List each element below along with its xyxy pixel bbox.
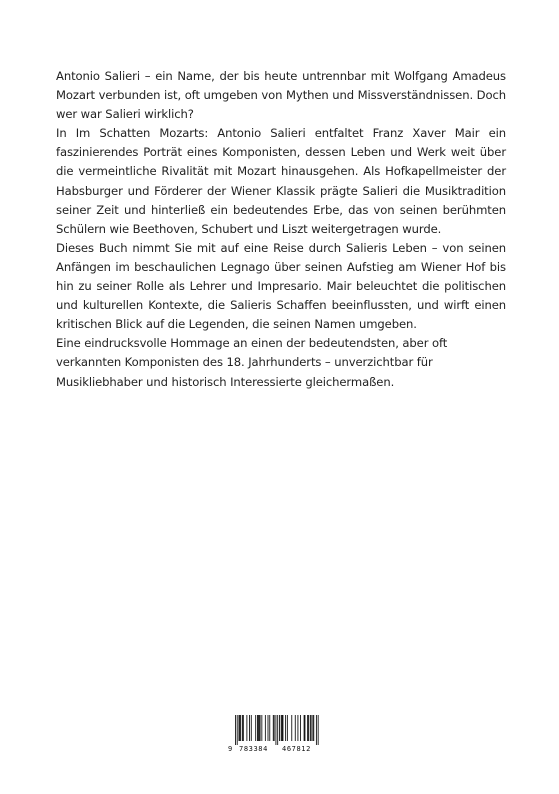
barcode-bar <box>274 715 275 741</box>
barcode-guard-bar <box>318 715 319 745</box>
barcode-bar <box>255 715 256 741</box>
barcode-bar <box>300 715 301 741</box>
barcode-bar <box>246 715 247 741</box>
barcode-bar <box>243 715 244 741</box>
barcode-bar <box>282 715 283 741</box>
blurb-paragraph: Antonio Salieri – ein Name, der bis heute untrennbar mit Wolfgang Amadeus Mozart verbunden ist, oft umgeben von Mythen und Missverständnissen. Doch wer war Salieri wirklich? <box>56 69 506 122</box>
barcode-bar <box>307 715 308 741</box>
barcode-bar <box>257 715 258 741</box>
barcode-bars <box>225 715 325 745</box>
barcode-bar <box>287 715 288 741</box>
barcode-bar <box>258 715 259 741</box>
barcode-bar <box>285 715 286 741</box>
barcode-bar <box>273 715 274 741</box>
barcode-bar <box>239 715 240 741</box>
barcode-bar <box>291 715 292 741</box>
barcode-bar <box>242 715 243 741</box>
barcode-guard-bar <box>316 715 317 745</box>
barcode-bar <box>260 715 261 741</box>
barcode-bar <box>297 715 298 741</box>
barcode-bar <box>305 715 306 741</box>
barcode-bar <box>251 715 252 741</box>
barcode-bar <box>269 715 270 741</box>
barcode-bar <box>304 715 305 741</box>
isbn-digits <box>225 745 325 757</box>
barcode-bar <box>279 715 280 741</box>
barcode-guard-bar <box>275 715 276 745</box>
barcode-bar <box>281 715 282 741</box>
barcode-bar <box>259 715 260 741</box>
blurb-paragraph: Eine eindrucksvolle Hommage an einen der bedeutendsten, aber oft verkannten Komponisten des 18. Jahrhunderts – unverzichtbar für Musikliebhaber und historisch Interessierte gleichermaßen. <box>56 336 448 389</box>
barcode-guard-bar <box>235 715 236 745</box>
barcode-guard-bar <box>277 715 278 745</box>
isbn-barcode <box>225 715 325 762</box>
barcode-bar <box>261 715 262 741</box>
isbn-digits-left: 783384 <box>239 745 268 753</box>
barcode-bar <box>240 715 241 741</box>
barcode-bar <box>310 715 311 741</box>
barcode-bar <box>239 715 240 741</box>
isbn-digits-right: 467812 <box>282 745 311 753</box>
barcode-bar <box>268 715 269 741</box>
barcode-bar <box>295 715 296 741</box>
barcode-guard-bar <box>237 715 238 745</box>
barcode-bar <box>313 715 314 741</box>
barcode-bar <box>265 715 266 741</box>
back-cover-blurb <box>56 67 506 392</box>
blurb-paragraph: In Im Schatten Mozarts: Antonio Salieri entfaltet Franz Xaver Mair ein faszinierendes Porträt eines Komponisten, dessen Leben und Werk weit über die vermeintliche Rivalität mit Mozart hinausgehen. Als Hofkapellmeister der Habsburger und Förderer der Wiener Klassik prägte Salieri die Musiktradition seiner Zeit und hinterließ ein bedeutendes Erbe, das von seinen berühmten Schülern wie Beethoven, Schubert und Liszt weitergetragen wurde. <box>56 126 506 236</box>
barcode-bar <box>312 715 313 741</box>
barcode-bar <box>283 715 284 741</box>
barcode-bar <box>249 715 250 741</box>
barcode-bar <box>311 715 312 741</box>
barcode-bar <box>308 715 309 741</box>
isbn-digit-first: 9 <box>228 745 233 753</box>
blurb-paragraph: Dieses Buch nimmt Sie mit auf eine Reise durch Salieris Leben – von seinen Anfängen im beschaulichen Legnago über seinen Aufstieg am Wiener Hof bis hin zu seiner Rolle als Lehrer und Impresario. Mair beleuchtet die politischen und kulturellen Kontexte, die Salieris Schaffen beeinflussten, und wirft einen kritischen Blick auf die Legenden, die seinen Namen umgeben. <box>56 240 506 332</box>
